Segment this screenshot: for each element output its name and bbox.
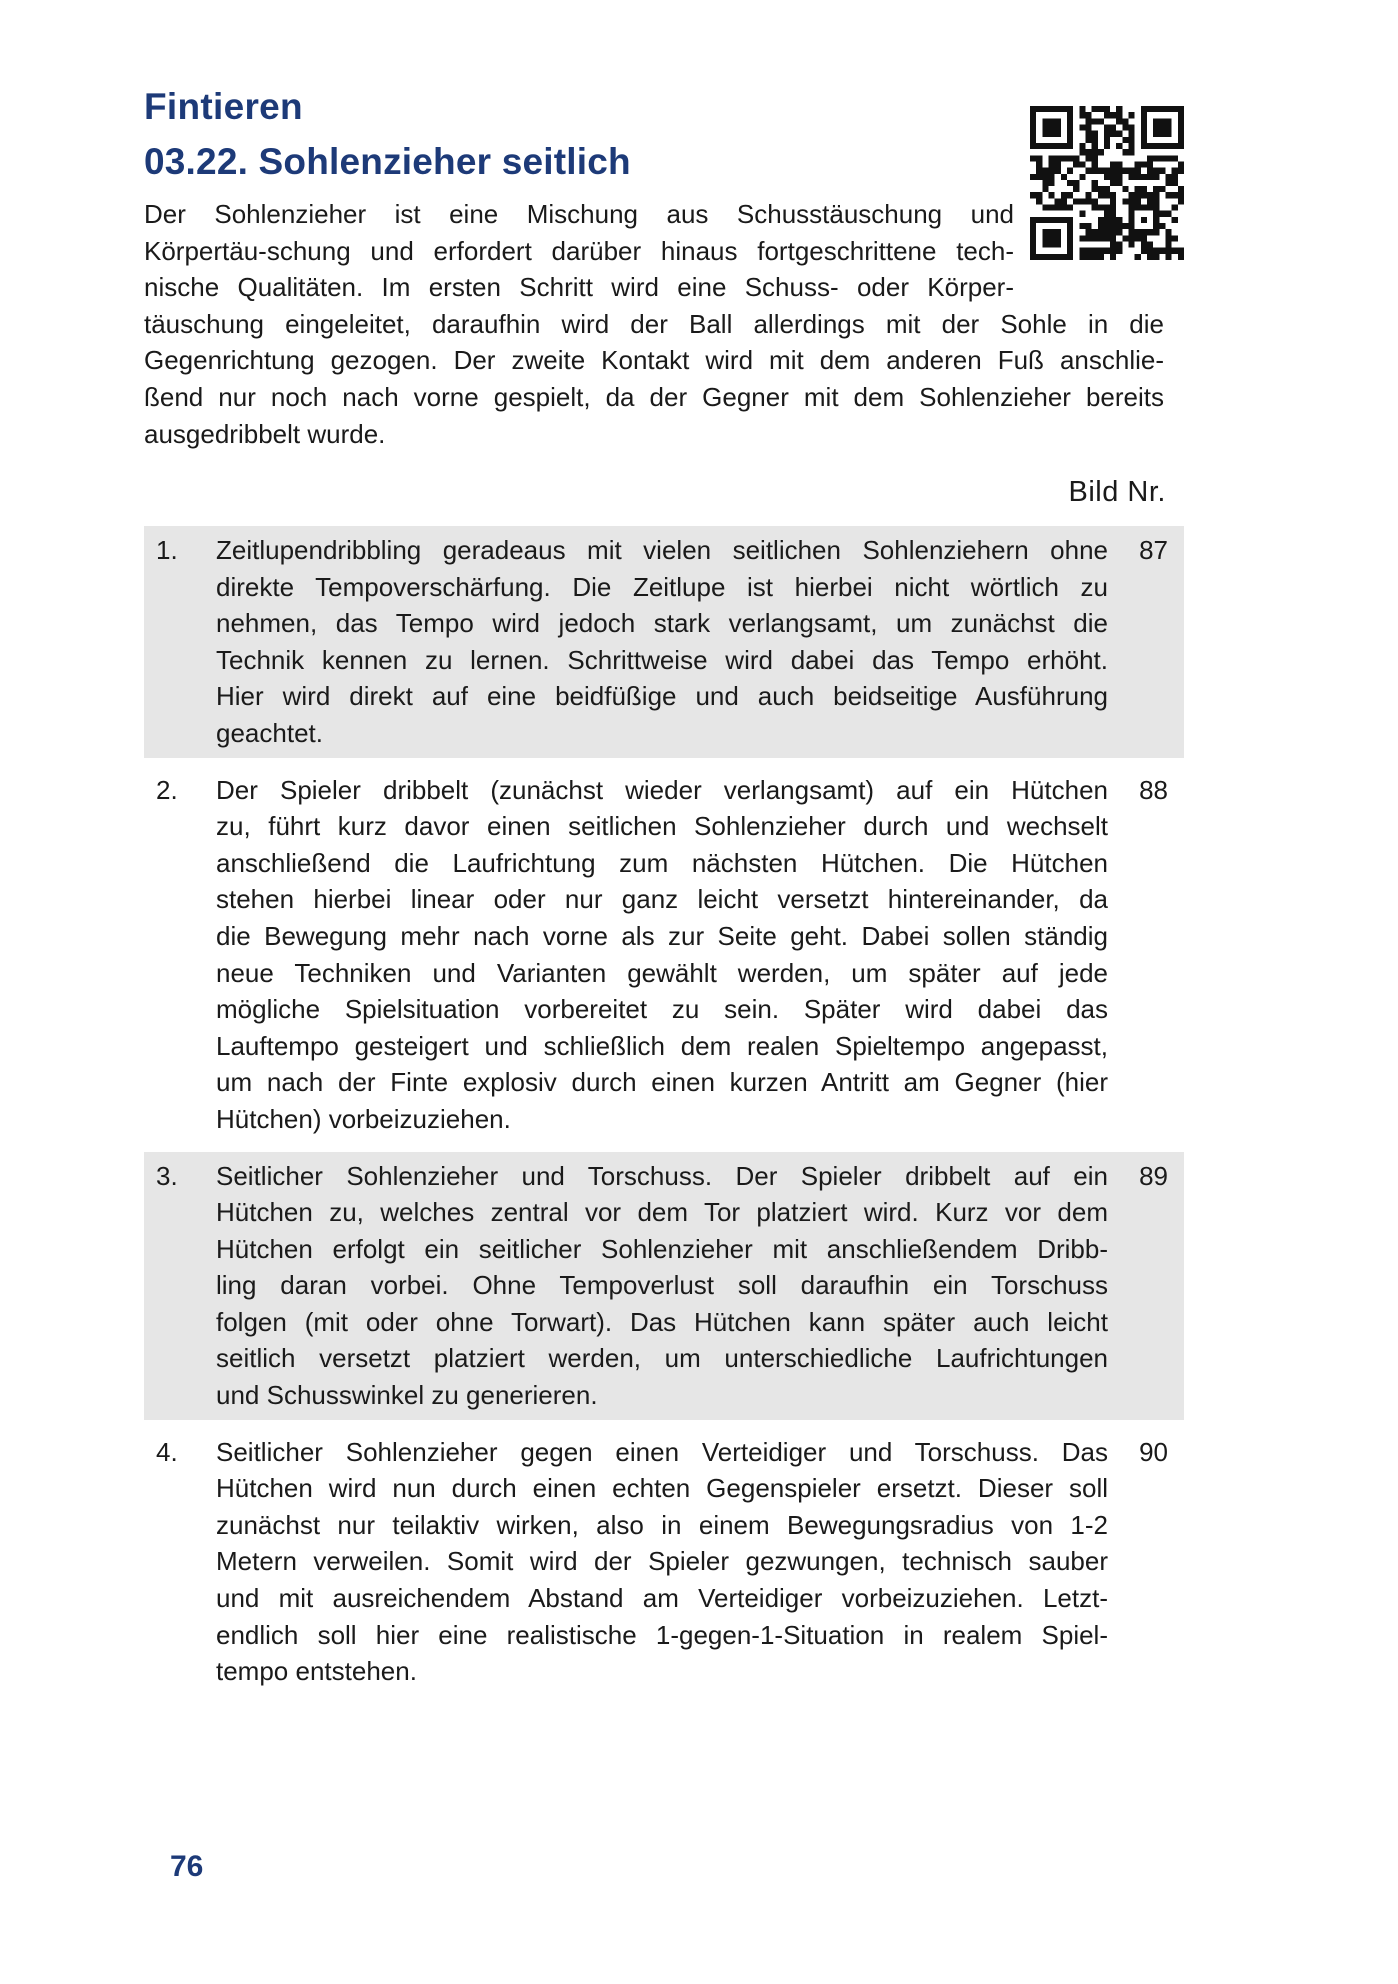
step-line: zunächst nur teilaktiv wirken, also in einem Bewegungsradius von 1-2 xyxy=(216,1509,1108,1540)
step-line: die Bewegung mehr nach vorne als zur Seite geht. Dabei sollen ständig xyxy=(216,920,1108,951)
step-text xyxy=(216,532,1108,752)
step-line: Seitlicher Sohlenzieher gegen einen Verteidiger und Torschuss. Das xyxy=(216,1436,1108,1467)
step-number: 4. xyxy=(156,1436,178,1467)
step-line: tempo entstehen. xyxy=(216,1656,417,1687)
step-line: Hütchen wird nun durch einen echten Gegenspieler ersetzt. Dieser soll xyxy=(216,1473,1108,1504)
exercise-steps-list xyxy=(144,526,1184,1696)
step-line: Der Spieler dribbelt (zunächst wieder verlangsamt) auf ein Hütchen xyxy=(216,774,1108,805)
step-line: zu, führt kurz davor einen seitlichen Sohlenzieher durch und wechselt xyxy=(216,811,1108,842)
step-line: um nach der Finte explosiv durch einen kurzen Antritt am Gegner (hier xyxy=(216,1067,1108,1098)
step-image-number: 90 xyxy=(1139,1436,1168,1467)
intro-line: Gegenrichtung gezogen. Der zweite Kontakt wird mit dem anderen Fuß anschlie- xyxy=(144,345,1164,376)
page-number: 76 xyxy=(170,1850,204,1883)
step-line: Seitlicher Sohlenzieher und Torschuss. Der Spieler dribbelt auf ein xyxy=(216,1160,1108,1191)
step-line: Hütchen zu, welches zentral vor dem Tor platziert wird. Kurz vor dem xyxy=(216,1197,1108,1228)
intro-line: Der Sohlenzieher ist eine Mischung aus Schusstäuschung und xyxy=(144,199,1014,229)
step-line: Hier wird direkt auf eine beidfüßige und auch beidseitige Ausführung xyxy=(216,681,1108,712)
section-title: Fintieren xyxy=(144,86,303,127)
step-image-number: 87 xyxy=(1139,535,1168,565)
step-line: geachtet. xyxy=(216,717,323,748)
step-line: seitlich versetzt platziert werden, um unterschiedliche Laufrichtungen xyxy=(216,1343,1108,1374)
step-text xyxy=(216,1158,1108,1414)
step-line: ling daran vorbei. Ohne Tempoverlust soll daraufhin ein Torschuss xyxy=(216,1270,1108,1301)
step-text xyxy=(216,1434,1108,1690)
step-line: anschließend die Laufrichtung zum nächsten Hütchen. Die Hütchen xyxy=(216,847,1108,878)
step-number: 3. xyxy=(156,1160,178,1191)
step-line: mögliche Spielsituation vorbereitet zu sein. Später wird dabei das xyxy=(216,994,1108,1025)
step-line: und mit ausreichendem Abstand am Verteidiger vorbeizuziehen. Letzt- xyxy=(216,1583,1108,1614)
step-line: direkte Tempoverschärfung. Die Zeitlupe ist hierbei nicht wörtlich zu xyxy=(216,571,1108,602)
exercise-step xyxy=(144,526,1184,758)
step-number: 2. xyxy=(156,774,178,805)
exercise-title: 03.22. Sohlenzieher seitlich xyxy=(144,141,631,182)
exercise-step xyxy=(144,766,1184,1144)
step-line: Zeitlupendribbling geradeaus mit vielen seitlichen Sohlenziehern ohne xyxy=(216,535,1108,565)
exercise-step xyxy=(144,1152,1184,1420)
step-text xyxy=(216,772,1108,1138)
intro-line: ausgedribbelt wurde. xyxy=(144,418,386,449)
step-line: neue Techniken und Varianten gewählt werden, um später auf jede xyxy=(216,957,1108,988)
step-line: Technik kennen zu lernen. Schrittweise wird dabei das Tempo erhöht. xyxy=(216,644,1108,675)
step-line: folgen (mit oder ohne Torwart). Das Hütchen kann später auch leicht xyxy=(216,1306,1108,1337)
step-line: Hütchen) vorbeizuziehen. xyxy=(216,1103,511,1134)
step-image-number: 88 xyxy=(1139,774,1168,805)
step-line: Hütchen erfolgt ein seitlicher Sohlenzieher mit anschließendem Dribb- xyxy=(216,1233,1108,1264)
intro-paragraph xyxy=(144,196,1164,452)
step-line: Lauftempo gesteigert und schließlich dem realen Spieltempo angepasst, xyxy=(216,1030,1108,1061)
step-line: und Schusswinkel zu generieren. xyxy=(216,1380,598,1411)
step-number: 1. xyxy=(156,535,178,565)
image-number-header: Bild Nr. xyxy=(1068,476,1166,508)
intro-line: täuschung eingeleitet, daraufhin wird der Ball allerdings mit der Sohle in die xyxy=(144,308,1164,339)
step-line: endlich soll hier eine realistische 1-gegen-1-Situation in realem Spiel- xyxy=(216,1619,1108,1650)
step-line: Metern verweilen. Somit wird der Spieler gezwungen, technisch sauber xyxy=(216,1546,1108,1577)
intro-line: Körpertäu-schung und erfordert darüber hinaus fortgeschrittene tech- xyxy=(144,235,1014,266)
step-line: nehmen, das Tempo wird jedoch stark verlangsamt, um zunächst die xyxy=(216,608,1108,639)
step-line: stehen hierbei linear oder nur ganz leicht versetzt hintereinander, da xyxy=(216,884,1108,915)
intro-line: nische Qualitäten. Im ersten Schritt wird eine Schuss- oder Körper- xyxy=(144,272,1014,303)
intro-line: ßend nur noch nach vorne gespielt, da der Gegner mit dem Sohlenzieher bereits xyxy=(144,381,1164,412)
step-image-number: 89 xyxy=(1139,1160,1168,1191)
exercise-step xyxy=(144,1428,1184,1696)
